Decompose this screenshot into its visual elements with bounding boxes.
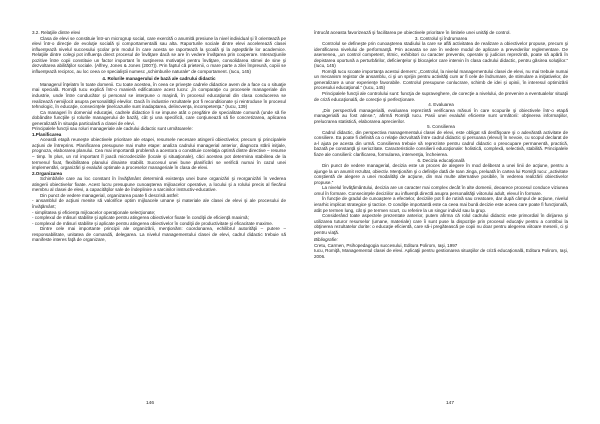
paragraph: Cretu, Carmen, Psihopedagogia succesului, Editura Polirom, Iaşi, 1997: [314, 242, 458, 248]
right-page-text: [314, 30, 568, 259]
paragraph: Schimbările care au loc constant în învăţământ determină existenţa unei bune organizări şi reorganizări în vederea atingerii obiectivelor fixate. Acest lucru presupune cunoaşterea mijloacelor operative, a locului şi a rolului precis al fiecărui membru al clasei de elevi, a capacităţilor sale de îndeplinire a sarcinilor instructiv-educative.: [32, 176, 286, 193]
section-heading: 5. Consilierea: [427, 124, 455, 130]
paragraph: Principalele funcţii ale controlului sunt: funcţia de supraveghere, de corecţie a nivelului, de prevenire a eventualelor situaţii de criză educaţională, de corecţie şi perfecţionare.: [314, 91, 568, 102]
paragraph: „Din perspectivă managerială, evaluarea reprezintă verificarea măsuri în care scopurile şi obiectivele într-o etapă managerială au fost atinse.”, afirmă Romiţă Iucu. Pasii unei evaluări eficiente sunt următorii: obţinerea informaţiilor, prelucrarea statistică, elaborarea aprecierilor.: [314, 107, 568, 124]
paragraph: Managerul înţelatm în toate domenii. Cu toate acestea, în ceea ce priveşte cadrele didactice avem de a face cu o situaţie mai specială. Romiţă Iucu explică într-o manieră edificatoare acest lucru: „În comparaţie cu procesele manageriale din industrie, unde între conducător şi personal se interpune o maşină, în procesul educaţional din clasa conducerea se realizează nemijlocit asupra personalităţii elevilor. Dacă în industrie rezultatele pot fi reconditionate şi reintroduse în procesul tehnologic, în educaţie, consecinţele ţine/cazurile sunt inadaptarea, delincvenţa, incompetenţa.” (Iucu, 139): [32, 81, 286, 110]
paragraph: 3.2. Relaţiile dintre elevi: [32, 30, 81, 35]
paragraph: Romiţă Iucu scoate importanţa acestui demers: „Controlul, la nivelul managementului clasei de elevi, nu mai trebuie numai un mecanism registor de ansamblu, ci şi un sprijin pentru activităţi cum ar fi cele de îndrumare, de stimulare a iniţiativelor, de generalizare a unor experienţe favorabile. Controlul presupune conlucrare, schimb de idei şi opinii, în interesul optimizării procesului educaţional.” (Iucu, 145): [314, 68, 568, 91]
paragraph: - complexul de măsuri stabilite şi aplicate pentru atingerea obiectivelor fixate în condiţii de eficienţă maximă;: [32, 215, 249, 221]
paragraph: La nivelul învăţământului, decizia are un caracter mai complex decât în alte domenii, deoarece procesul conduce viziunea omul în formare. Consecinţele deciziilor au influenţă directă asupra personalităţii viitorului adult, elevul în formare.: [314, 185, 568, 196]
paragraph: Iucu, Romiţă, Managementul clasei de elevi. Aplicaţii pentru gestionarea situaţiilor de criză educaţională, Editura Polirom, Iaşi, 2006.: [314, 248, 568, 259]
paragraph: Din punct de vedere managerial, decizia este un proces de alegere în mod deliberat a unei linii de acţiune, pentru a ajunge la un anumit rezultat, obiectiv. Menţionăm şi o definiţie dată de Ioan Jinga, preluată în cartea lui Romiţă Iucu: „activitate conştientă de alegere a unei modalităţi de acţiune, din mai multe alternative posibile, în vederea realizării obiectivelor propuse.”: [314, 163, 568, 185]
paragraph: Clasa de elevi se constituie într-un microgrup social, care exercită o anumită presiune la nivel individual şi îl orientează pe elevi într-o direcţie de evoluţie socială şi comportamentală sau alta. Raporturile sociale dintre elevi accelerează clasei influenţează nivelul succesului şcolar prin modul în care acesta se raportează la şcoală şi la aşteptările lor academice. Relaţiile dintre colegi pot influenţa direct procesul de învăţare dacă se are în vedere învăţarea prin cooperare. Interacţiunile pozitive între copii constituie un factor important în susţinerea motivaţiei pentru învăţare, consolidarea stimei de sine şi dezvoltarea abilităţilor sociale. (Alfrey, Jones & Jones (2007)). Prin faptul că prietenii, o mare parte a zilei împreună, copiii se influenţează reciproc, au loc ceea ce specialiştii numesc „schimburile naturale” de comportament. (Iucu, 145): [32, 35, 286, 74]
page-number-right: 147: [445, 401, 454, 406]
paragraph: Considerând toate aspectele prezentate anterior, putem afirma că rolul cadrului didactic este primordial în dirijarea şi utilizarea tuturor resurselor (umane, materiale) care îi sunt puse la dispoziţie prin procesul educaţiv pentru a contribui la obţinerea rezultatelor dorite: o educaţie eficientă, care să-i pregătească pe copii nu doar pentru alegerea viitoare meserii, ci şi pentru viaţă.: [314, 213, 568, 235]
section-heading: 3. Controlul şi îndrumarea: [414, 35, 468, 41]
paragraph: În funcţie de gradul de cunoaştere a efectelor, deciziile pot fi de rutină sau creatoare, dar după câmpul de acţiune, nivelul ierarhic implicat strategice şi tactice. O condiţie importantă este ca ceea mai bună decizie este aceea care poate fi funcţională, atât pe termen lung, cât şi pe termen scurt, cu referire la un singur individ sau la grup.: [314, 196, 569, 213]
paragraph: Controlul se defineşte prin cunoaşterea stadiului la care se află activitatea de realizare a obiectivelor propuse, precum şi identificarea nivelului de performanţă. Prin aceasta se are în vedere modul de aplicare a prevederilor reglementare. De asemenea, „un control competent, ritmic, exhibitori cu caracter preventiv, operativ şi judicios reprezintă, poate să apără în depistarea oportună a perturbărilor, deficienţelor şi blocajelor care intervin în clasa cadrului didactic, pentru găsirea soluţiilor.” (Iucu, 145): [314, 41, 568, 69]
right-page: [300, 0, 600, 424]
section-heading: 1.Planificarea: [32, 131, 62, 137]
paragraph: - complexul de măsuri stabilite şi aplicate pentru atingerea obiectivelor în condiţii de productivitate şi eficacitate maxime.: [32, 220, 274, 226]
section-heading: 4. Evaluarea: [428, 102, 454, 108]
left-page-text: [32, 30, 286, 243]
paragraph: Principalele funcţii sau roluri manageriale ale cadrului didactic sunt următoarele:: [32, 126, 193, 132]
section-heading: 4. Rolurile managerului de bază ale cadrului didactic: [102, 76, 216, 82]
paragraph: Din punct de vedere managerial, organizarea poate fi descrisă astfel:: [40, 192, 179, 198]
paragraph: - ansamblul de acţiuni menite să valorifice optim mijloacele umane şi materiale ale clasei de elevi şi ale procesului de învăţământ;: [32, 198, 286, 209]
paragraph: Ca manageri în domeniul educaţiei, cadrele didactice li se impune atât o pregătire de specialitate comună (unde să fie dobândite funcţiile şi rolurile managerului de bază), cât şi una specifică, care conţiunează să fie concretizarea, aplicarea generalizată în situaţia particulară a clasei de elevi.: [32, 109, 286, 126]
paragraph: - simplitatea şi eficienţa mijloacelor operaţionale selecţionate;: [32, 209, 156, 215]
paragraph: Această etapă reuneşte obiectivele prioritare ale etapei, resursele necesare atingerii obiectivelor, precum şi principalele acţiuni de întreprins. Planificarea presupune mai multe etape: analiza cadrului managerial anterior, diagnoza stării iniţiale, prognoza, elaborarea planului. Cea mai importantă problemă a acestora o constituie corelaţia optimă dintre directive – resurse – timp. În plus, un rol important îl joacă microdeciziile (locale şi situaţionale), căci acestea pot determina stabilirea de la termenul fixat, flexibilitatea planului dinainte stabilit. Succesul unei bune planificări se verifică numai în cazul unei implementări, organizări şi evaluări optimale a proceselor manageriale în clasa de elevi.: [32, 137, 286, 171]
section-heading: 6. Decizia educaţională: [417, 157, 465, 163]
paragraph: Dintre cele mai importante principii ale organizării, menţionăm: coordonarea, echilibrul autorităţii – putere – responsabilitate, unitatea de comandă, delegarea. La nivelul managementului clasei de elevi, cadrul didactic trebuie să manifeste interes faţă de organizare,: [32, 226, 286, 243]
paragraph: Bibliografie:: [314, 237, 338, 243]
paragraph: întrucât aceasta favorizează şi facilitarea pe obiectivele prioritare în limitele unei unităţi de control.: [314, 30, 511, 35]
paragraph: Cadrul didactic, din perspectiva managementului clasei de elevi, este obligat să desfăşoare şi o adevărată activitate de consiliere. Ea poate fi definită ca o relaţie dezvoltată între cadrul didactic şi persoana (elevul) în nevoie, cu scopul declarat de a-l ajuta pe acesta din urmă. Consilierea trebuie să reprezinte pentru cadrul didactic o preocupare permanentă, practică, bazată pe constanţă şi seriozitate. Caracteristicile consilierii educaţionale: holistică, complexă, selectivă, stabilită. Principalele fiaze ale consilierii: clarificarea, formularea, intervenţia, încheierea.: [314, 129, 568, 158]
page-number-left: 146: [145, 401, 154, 406]
section-heading: 2.Organizarea: [32, 170, 63, 176]
